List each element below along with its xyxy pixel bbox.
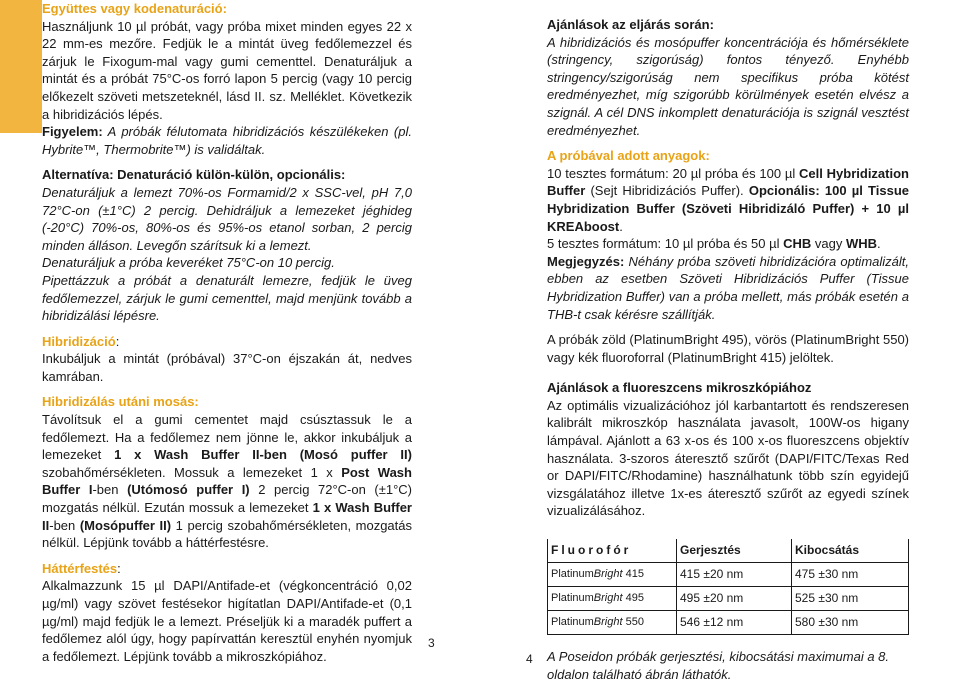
page-number-right: 4 — [526, 652, 533, 666]
left-column — [42, 0, 412, 665]
table-cell: 475 ±30 nm — [792, 563, 909, 587]
table-cell: PlatinumBright 415 — [548, 563, 677, 587]
table-cell: 495 ±20 nm — [677, 587, 792, 611]
section-heading-hybridization: Hibridizáció: — [42, 333, 120, 349]
warning-label: Figyelem: — [42, 124, 103, 140]
supplied-5-test: 5 tesztes formátum: 10 µl próba és 50 µl CHB vagy WHB. — [547, 236, 881, 252]
table-note: A Poseidon próbák gerjesztési, kibocsátási maximumai a 8. oldalon található ábrán láthatók. — [547, 649, 890, 682]
recommendations-text: A hibridizációs és mosópuffer koncentrációja és hőmérséklete (stringency, szigorúság) fontos tényező. Enyhébb stringency/szigorúság nem specifikus próba kötést eredményezhet, míg szigorúbb körülmények esetén elvész a szignál. A cél DNS inkomplett denaturációja is szignál vesztést eredményezhet. — [547, 34, 909, 138]
section-heading-microscopy: Ajánlások a fluoreszcens mikroszkópiához — [547, 380, 812, 396]
warning-text: A próbák félutomata hibridizációs készülékeken (pl. Hybrite™, Thermobrite™) is validáltak. — [42, 124, 412, 157]
page-accent-band — [0, 0, 42, 133]
table-row — [548, 563, 909, 587]
section-heading-codenaturation: Együttes vagy kodenaturáció: — [42, 1, 227, 16]
table-cell: PlatinumBright 550 — [548, 611, 677, 635]
table-header-row — [548, 539, 909, 563]
section-heading-wash: Hibridizálás utáni mosás: — [42, 394, 199, 410]
right-column — [547, 16, 909, 683]
table-cell: 415 ±20 nm — [677, 563, 792, 587]
section-heading-alternative: Alternatíva: Denaturáció külön-külön, opcionális: — [42, 167, 346, 183]
section-heading-counterstain: Háttérfestés: — [42, 560, 121, 576]
table-header-cell: Kibocsátás — [792, 539, 909, 563]
table-cell: 580 ±30 nm — [792, 611, 909, 635]
note-paragraph — [547, 253, 909, 323]
warning-paragraph — [42, 123, 412, 158]
note-label: Megjegyzés: — [547, 253, 625, 269]
counterstain-text: Alkalmazzunk 15 µl DAPI/Antifade-et (végkoncentráció 0,02 µg/ml) vagy szövet festésekor higítatlan DAPI/Antifade-et (0,1 µg/ml) majd fedjük le a lemezt. Préseljük ki a maradék puffert a fedőlemez alól úgy, hogy papírvattán keresztül enyhén nyomjuk a fedőlemezt. Lépjünk tovább a mikroszkópiához. — [42, 578, 412, 664]
wash-text: Távolítsuk el a gumi cementet majd csúsztassuk le a fedőlemezt. Ha a fedőlemez nem jönne le, akkor inkubáljuk a lemezeket 1 x Wash Buffer II-ben (Mosó puffer II) szobahőmérsékleten. Mossuk a lemezeket 1 x Post Wash Buffer I-ben (Utómosó puffer I) 2 percig 72°C-on (±1°C) mozgatás nélkül. Ezután mossuk a lemezeket 1 x Wash Buffer II-ben (Mosópuffer II) 1 percig szobahőmérsékleten, mozgatás nélkül. Lépjünk tovább a háttérfestésre. — [42, 412, 413, 551]
alternative-step-1: Denaturáljuk a lemezt 70%-os Formamid/2 x SSC-vel, pH 7,0 72°C-on (±1°C) 2 percig. Dehidráljuk a lemezeket jéghideg (-20°C) 70%-os, 80%-os és 95%-os etanol sorban, 2 percig minden álláson. Levegőn szárítsuk ki a lemezt. — [42, 184, 412, 253]
fluorophore-table — [547, 539, 909, 635]
note-text: Néhány próba szöveti hibridizációra optimalizált, ebben az esetben Szöveti Hibridizációs Puffer (Tissue Hybridization Buffer) van a próba mellett, más próbák esetén a THB-t csak kérésre szállítják. — [547, 253, 909, 322]
table-cell: 546 ±12 nm — [677, 611, 792, 635]
table-header-cell: Fluorofór — [548, 539, 677, 563]
probe-colors-text: A próbák zöld (PlatinumBright 495), vörös (PlatinumBright 550) vagy kék fluoroforral (PlatinumBright 415) jelöltek. — [547, 332, 910, 365]
microscopy-text: Az optimális vizualizációhoz jól karbantartott és rendszeresen kalibrált mikroszkóp használata javasolt, 100W-os higany lámpával. Ajánlott a 63 x-os és 100 x-os fluoreszcens objektív használata. 3-szoros áteresztő szűrőt (DAPI/FITC/Texas Red or DAPI/FITC/Rhodamine) használhatunk több szín egyidejű vizsgálatához illetve 1x-es áteresztő szűrőt az egyedi színek vizualizálásához. — [547, 397, 909, 519]
alternative-step-2: Denaturáljuk a próba keveréket 75°C-on 10 percig. — [42, 255, 335, 271]
table-cell: PlatinumBright 495 — [548, 587, 677, 611]
alternative-step-3: Pipettázzuk a próbát a denaturált lemezre, fedjük le üveg fedőlemezzel, zárjuk le gumi cementtel, majd menjünk tovább a hibridizálási lépésre. — [42, 272, 412, 324]
section-heading-supplied: A próbával adott anyagok: — [547, 148, 710, 164]
codenaturation-text: Használjunk 10 µl próbát, vagy próba mixet minden egyes 22 x 22 mm-es mezőre. Fedjük le a mintát üveg fedőlemezzel és zárjuk le Fixogum-mal vagy gumi cementtel. Denaturáljuk a mintát és a próbát 75°C-os forró lapon 5 percig (vagy 10 percig előkezelt szöveti metszeteknél, lásd II. sz. Melléklet. Következik a hibridizációs lépés. — [42, 18, 412, 122]
table-row — [548, 587, 909, 611]
table-cell: 525 ±30 nm — [792, 587, 909, 611]
table-row — [548, 611, 909, 635]
hybridization-text: Inkubáljuk a mintát (próbával) 37°C-on éjszakán át, nedves kamrában. — [42, 351, 412, 384]
page-number-left: 3 — [428, 636, 435, 650]
table-header-cell: Gerjesztés — [677, 539, 792, 563]
section-heading-recommendations: Ajánlások az eljárás során: — [547, 17, 714, 32]
supplied-10-test: 10 tesztes formátum: 20 µl próba és 100 µl Cell Hybridization Buffer (Sejt Hibridizációs Puffer). Opcionális: 100 µl Tissue Hybridization Buffer (Szöveti Hibridizáló Puffer) + 10 µl KREAboost. — [547, 165, 909, 234]
